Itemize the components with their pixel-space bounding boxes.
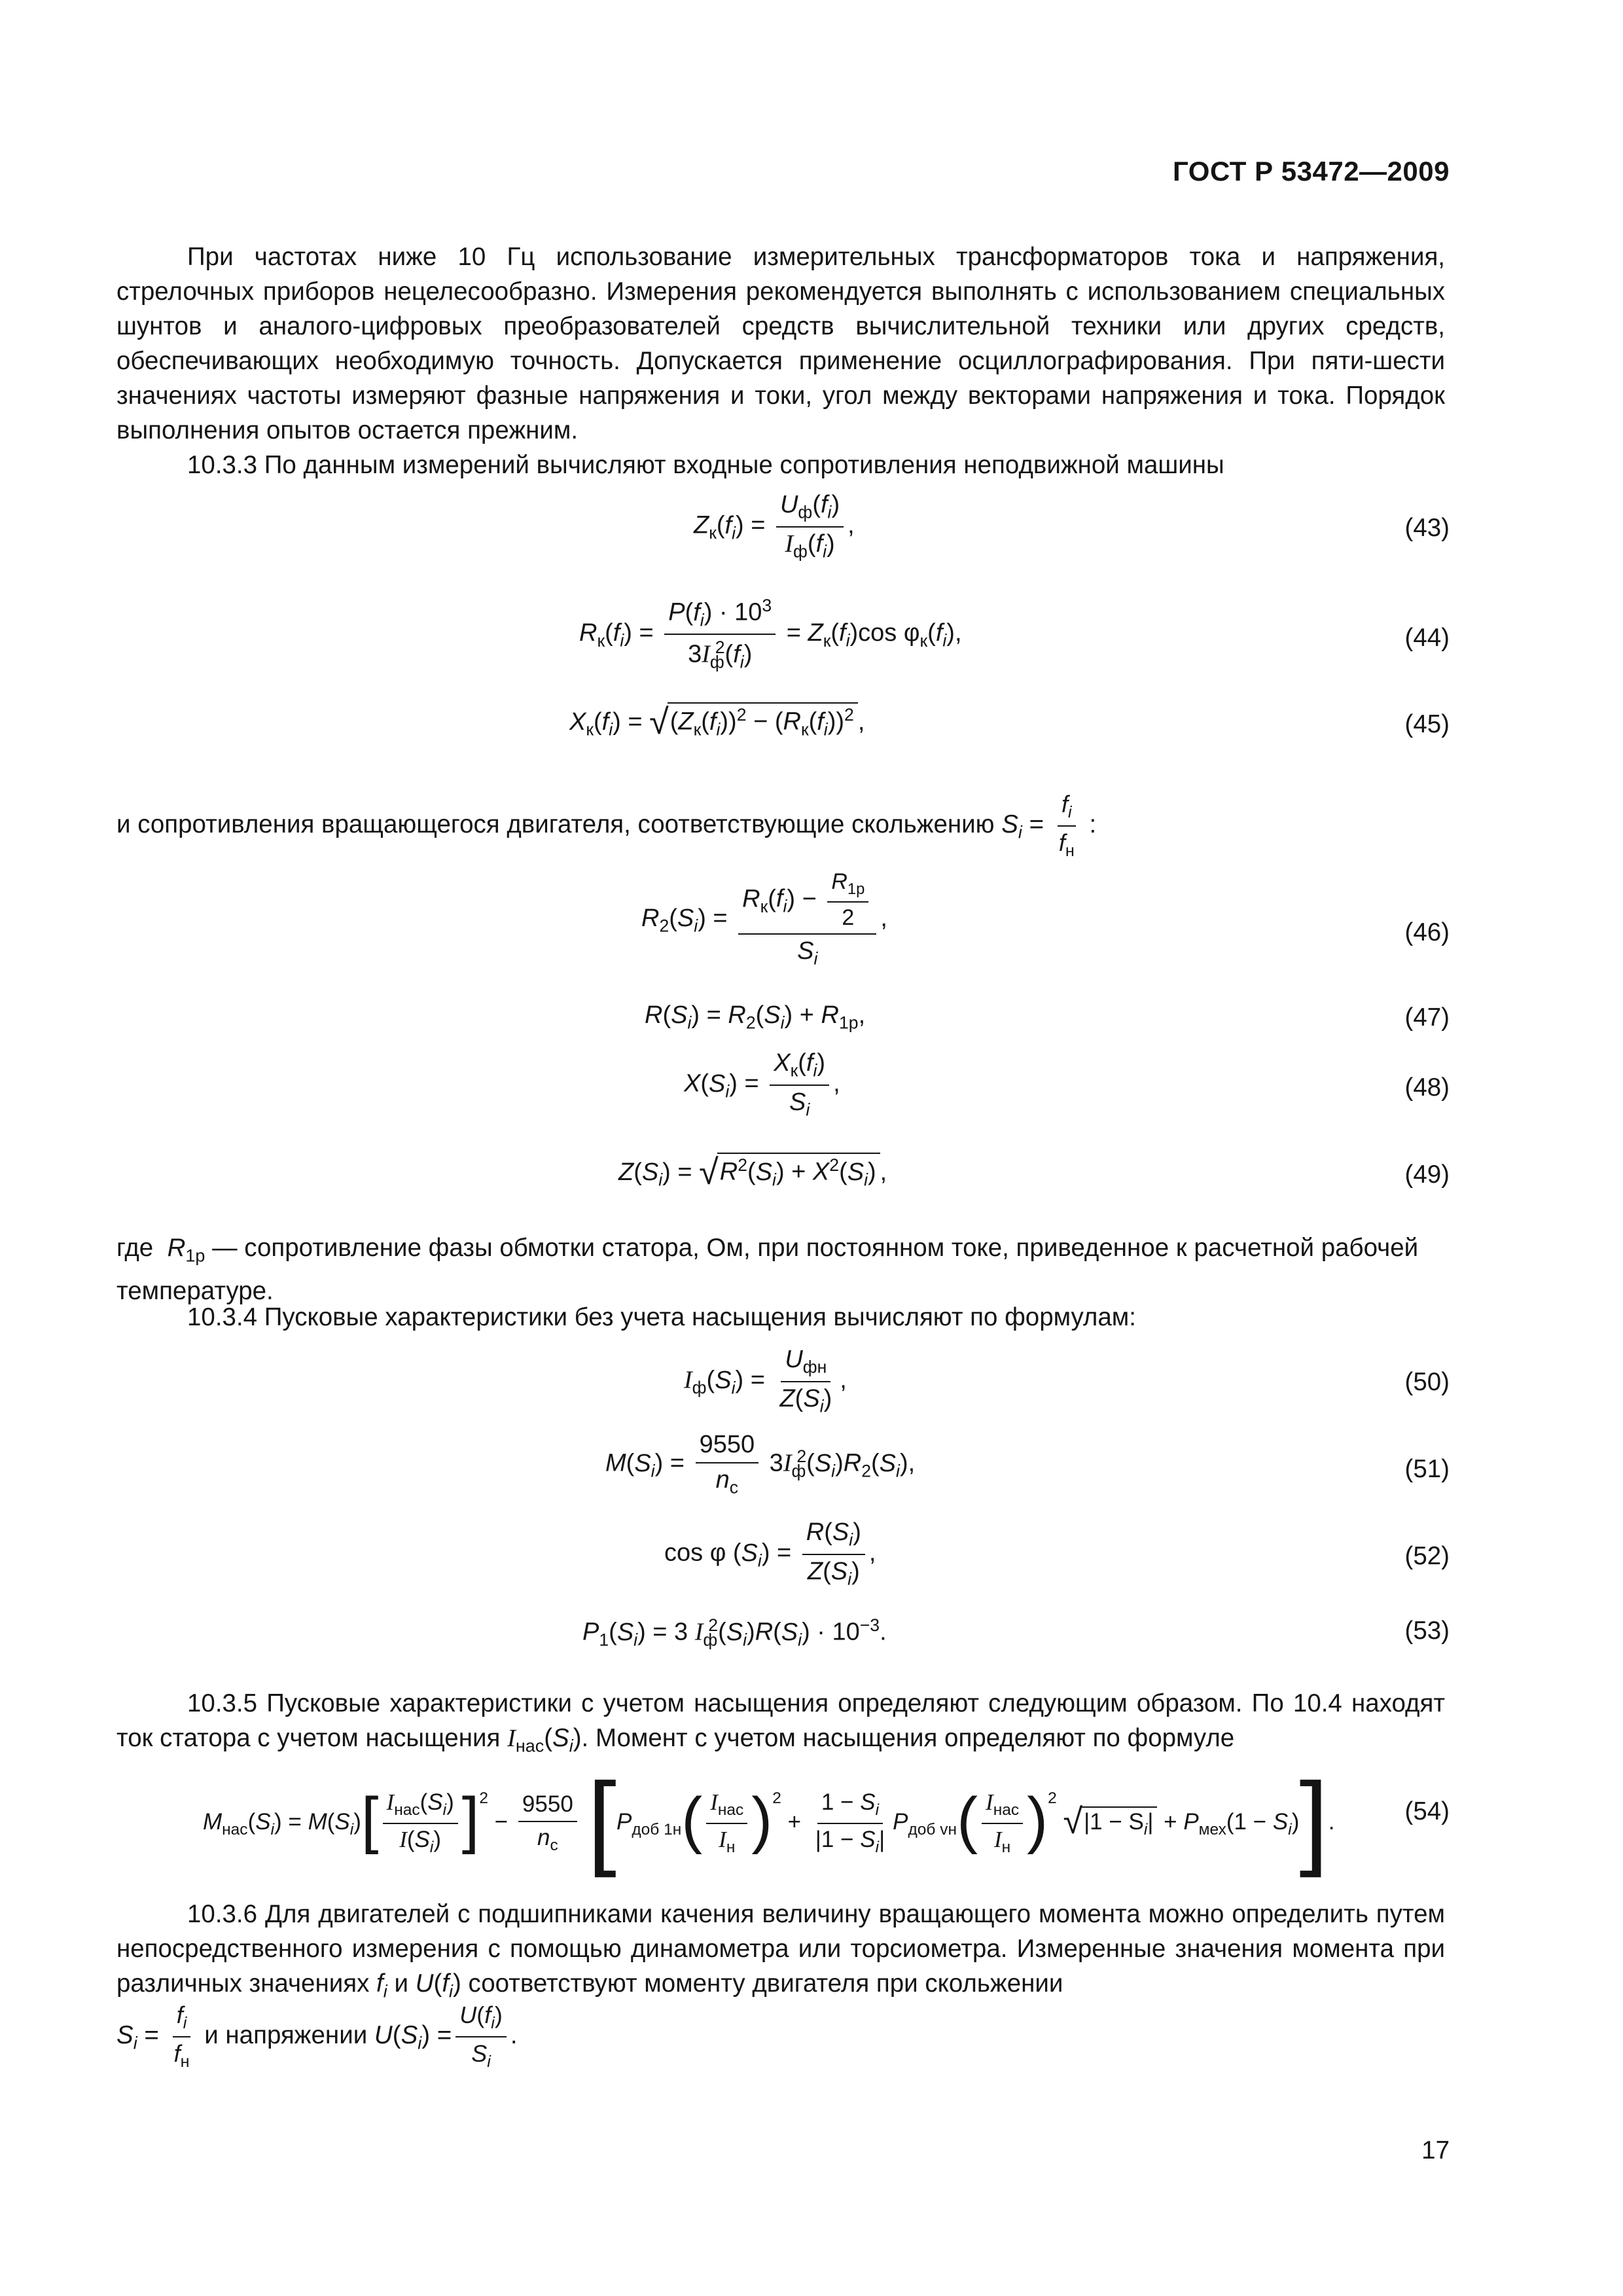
slip-sentence: и сопротивления вращающегося двигателя, соответствующие скольжению — [116, 810, 995, 838]
formula-46: $R_2(S_i)$ = $R_к(f_i)$ − $\frac{R_{1р}}{2}$ $S_i$ , — [641, 869, 887, 969]
equation-number-44: (44) — [1404, 624, 1450, 652]
formula-53: $P_1(S_i) = 3$ $I_ф^2(S_i)R(S_i) \cdot 10^{-3}$. — [582, 1615, 887, 1650]
section-10-3-4-block — [116, 1300, 1445, 1335]
equation-number-46: (46) — [1404, 918, 1450, 946]
section-10-3-5: 10.3.5 Пусковые характеристики с учетом насыщения определяют следующим образом. По 10.4 находят ток статора с учетом насыщения $I_{нас}(S_i)$. Момент с учетом насыщения определяют по формуле — [116, 1689, 1445, 1756]
section-10-3-3: 10.3.3 По данным измерений вычисляют входные сопротивления неподвижной машины — [187, 451, 1224, 479]
equation-number-43: (43) — [1404, 514, 1450, 542]
where-label: где — [116, 1234, 154, 1262]
intro-paragraph-block — [116, 240, 1445, 482]
equation-number-53: (53) — [1404, 1617, 1450, 1645]
section-10-3-4: 10.3.4 Пусковые характеристики без учета насыщения вычисляют по формулам: — [187, 1303, 1136, 1331]
equation-number-51: (51) — [1404, 1455, 1450, 1483]
section-10-3-6-formula-line: $S_i$ = $\frac{f_i}{f_н}$ и напряжении $U(S_i)$ = $\frac{U(f_i)}{S_i}$ . — [116, 2001, 518, 2071]
formula-51: $M(S_i)$ = $\frac{9550}{n_с}$ $3I_ф^2(S_i)R_2(S_i)$, — [605, 1431, 916, 1498]
equation-number-47: (47) — [1404, 1003, 1450, 1031]
equation-number-49: (49) — [1404, 1160, 1450, 1189]
section-10-3-6: 10.3.6 Для двигателей с подшипниками качения величину вращающего момента можно определить путем непосредственного измерения с помощью динамометра или торсиометра. Измеренные значения момента при различных значениях $f_i$ и $U(f_i)$ соответствуют моменту двигателя при скольжении — [116, 1900, 1445, 2001]
where-clause: где $R_{1р}$ — сопротивление фазы обмотки статора, Ом, при постоянном токе, приведенное к расчетной рабочей температуре. — [116, 1234, 1419, 1305]
equation-number-48: (48) — [1404, 1073, 1450, 1102]
section-10-3-5-block — [116, 1686, 1445, 1764]
page-number: 17 — [1421, 2136, 1450, 2164]
formula-45: $X_к(f_i) = √(Z_к(f_i))^2 - (R_к(f_i))^2$ , — [569, 702, 865, 742]
intro-paragraph: При частотах ниже 10 Гц использование измерительных трансформаторов тока и напряжения, стрелочных приборов нецелесообразно. Измерения рекомендуется выполнять с использованием специальных шунтов и аналого-цифровых преобразователей средств вычислительной техники или других средств, обеспечивающих необходимую точность. Допускается применение осциллографирования. При пяти-шести значениях частоты измеряют фазные напряжения и токи, угол между векторами напряжения и тока. Порядок выполнения опытов остается прежним. — [116, 243, 1445, 444]
section-10-3-6-block — [116, 1897, 1445, 2009]
equation-number-54: (54) — [1404, 1797, 1450, 1825]
formula-49: $Z(S_i) = √R^2(S_i) + X^2(S_i)$ , — [618, 1153, 887, 1192]
equation-number-52: (52) — [1404, 1542, 1450, 1570]
document-header: ГОСТ Р 53472—2009 — [1173, 156, 1450, 187]
formula-48: $X(S_i)$ = $\frac{X_к(f_i)}{S_i}$ , — [684, 1049, 840, 1120]
formula-52: cos φ $(S_i)$ = $\frac{R(S_i)}{Z(S_i)}$ , — [664, 1518, 876, 1589]
equation-number-45: (45) — [1404, 710, 1450, 738]
slip-sentence-line: и сопротивления вращающегося двигателя, соответствующие скольжению $S_i$ = $\frac{f_i}{f_н}$ : — [116, 791, 1097, 860]
formula-44: $R_к(f_i)$ = $\frac{P(f_i) \cdot 10^3}{3I_ф^2(f_i)}$ = $Z_к(f_i)\cos$ $\varphi_к(f_i)$, — [579, 596, 962, 672]
formula-54: $M_{нас}(S_i) = M(S_i)$[ $\frac{I_{нас}(S_i)}{I(S_i)}$ ]$^2$ − $\frac{9550}{n_с}$ [$P_{доб 1н}$( $\frac{I_{нас}}{I_н}$ )$^2$ + $\frac{1 - S_i}{|1 - S_i|}$ $P_{доб vн}$( $\frac{I_{нас}}{I_н}$ )$^2$ $√|1 - S_i| + P_{мех}(1 - S_i)$]. — [203, 1761, 1335, 1878]
formula-50: $I_ф(S_i)$ = $\frac{U_{фн}}{Z(S_i)}$ , — [684, 1346, 847, 1416]
where-text: — сопротивление фазы обмотки статора, Ом, при постоянном токе, приведенное к расчетной рабочей температуре. — [116, 1234, 1419, 1305]
formula-43: $Z_к(f_i)$ = $\frac{U_ф(f_i)}{I_ф(f_i)}$ , — [694, 491, 855, 562]
equation-number-50: (50) — [1404, 1368, 1450, 1396]
formula-47: $R(S_i) = R_2(S_i) + R_{1р}$, — [645, 1001, 866, 1033]
